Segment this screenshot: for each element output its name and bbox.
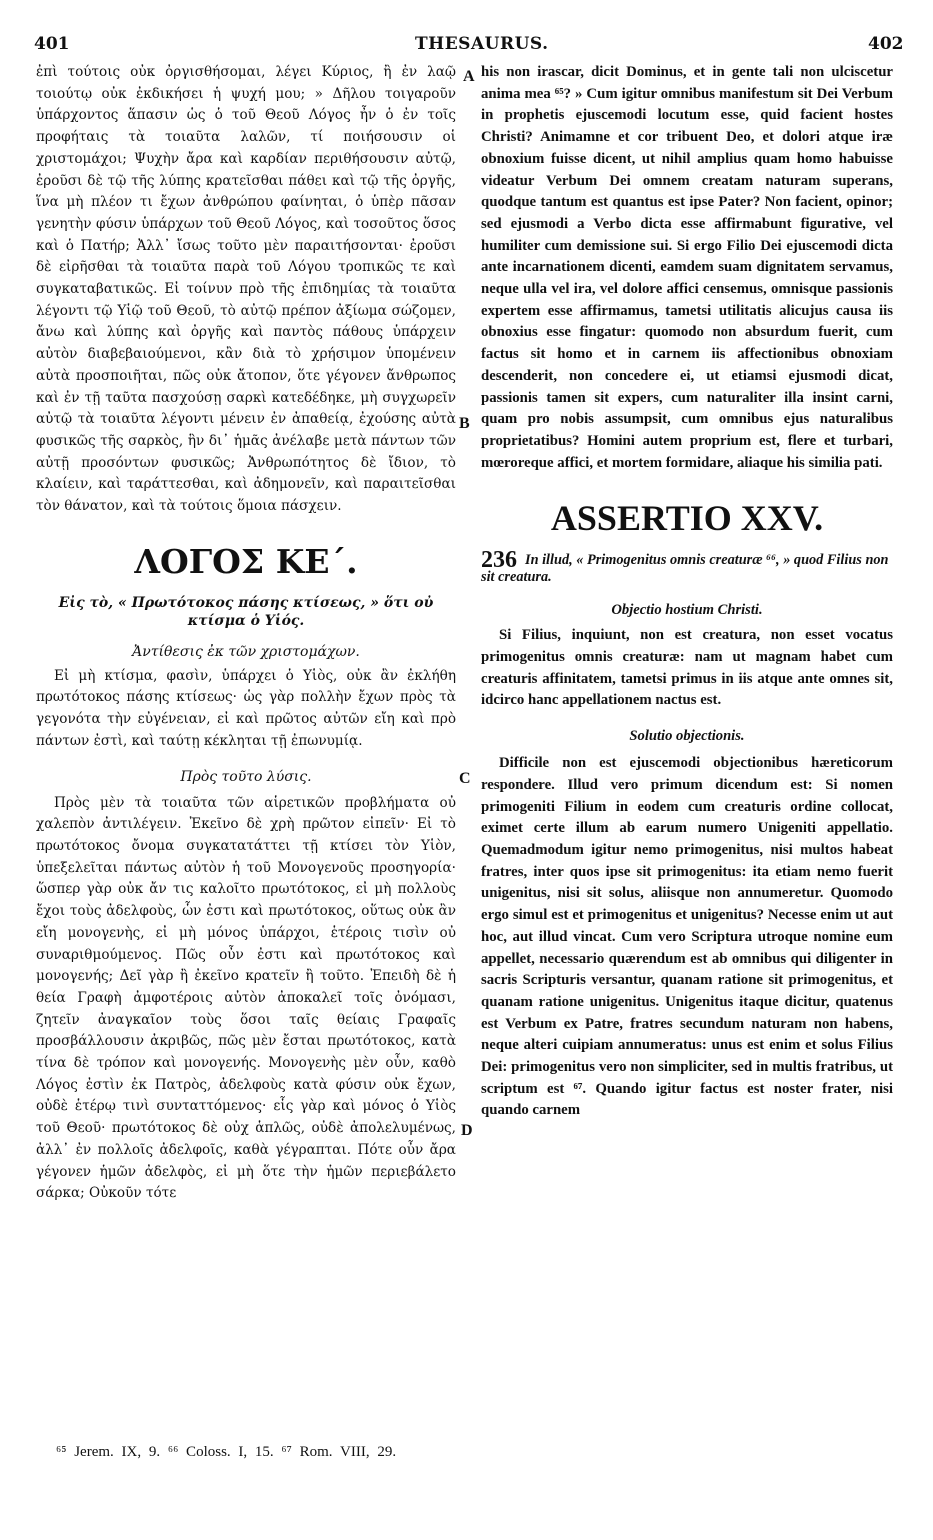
margin-letter-b: B xyxy=(459,415,470,432)
greek-column xyxy=(36,62,456,1205)
footnotes: ⁶⁵ Jerem. IX, 9. ⁶⁶ Coloss. I, 15. ⁶⁷ Rom. VIII, 29. xyxy=(56,1444,397,1460)
latin-heading-solution: Solutio objectionis. xyxy=(629,728,745,745)
margin-letter-d: D xyxy=(461,1122,473,1139)
latin-paragraph-1: his non irascar, dicit Dominus, et in gente tali non ulciscetur anima mea ⁶⁵? » Cum igitur omnibus manifestum sit Dei Verbum in prophetis ejuscemodi locutum esse, quid facient hostes Christi? Animamne et cor tribuent Deo, et dolori atque iræ obnoxium fuisse dicent, ut nihil amplius quam homo habuisse videatur Verbum Dei omnem creatam naturam superans, quodque tantum est quantus est ipse Pater? Non facient, opinor; sed ejusmodi a Verbo dicta esse affirmabunt figurative, vel humiliter cum demissione sui. Si ergo Filio Dei ejuscemodi dicta ante incarnationem dicenti, eamdem suam dignitatem servamus, neque ulla vel ira, vel dolore affici censemus, omnisque passionis expertem esse affirmamus, tametsi utilitatis alicujus causa iis obnoxius esse fingatur: quomodo non absurdum fuerit, cum factus sit homo et in carnem iis affectionibus obnoxiam descenderit, non concedere ei, ut etiamsi ejusmodi dicat, passionis tamen sit expers, cum naturaliter illa insint carni, quam pro nobis assumpsit, cum omnibus ejus naturalibus proprietatibus? Homini autem proprium est, flere et turbari, mœroreque affici, et mortem formidare, aliaque his similia pati. xyxy=(481,64,893,471)
latin-paragraph-3: Difficile non est ejuscemodi objectionibus hæreticorum respondere. Illud vero primum dicendum est: Si nomen primogeniti Filium in eodem cum creaturis ordine collocat, eximet certe illum ab earum numero Unigeniti appellatio. Quemadmodum igitur nemo primogenitus, nisi multos habeat fratres, inter quos ipse sit primogenitus: ita etiam nemo fuerit unigenitus, nisi sit solus, aliisque non annumeretur. Quomodo ergo simul est et primogenitus et unigenitus? Necesse enim ut aut hoc, aut illud vincat. Cum vero Scriptura utroque nomine eum appellet, necessario quærendum est ab omnibus qui diligenter in sacris Scripturis versantur, quanam ratione sit primogenitus, et quanam ratione unigenitus. Unigenitus itaque dicitur, quatenus est Verbum ex Patre, fratres secundum naturam non habens, neque alteri cuipiam annumeratus: unus est enim et solus Filius Dei: primogenitus vero non simpliciter, sed in multis fratribus, ut scriptum est ⁶⁷. Quando igitur factus est noster frater, nisi quando carnem xyxy=(481,755,893,1119)
greek-paragraph-1: ἐπὶ τούτοις οὐκ ὀργισθήσομαι, λέγει Κύριος, ἢ ἐν λαῷ τοιούτῳ οὐκ ἐκδικήσει ἡ ψυχή μου; » Δῆλου τοιγαροῦν ὑπάρχοντος ἅπασιν ὡς ὁ τοῦ Θεοῦ Λόγος ἦν ὁ ἐν τοῖς προφήταις τὰ τοιαῦτα λαλῶν, τί ποιήσουσιν οἱ χριστομάχοι; Ψυχὴν ἄρα καὶ καρδίαν περιθήσουσιν αὐτῷ, ἐροῦσι δὲ τῷ τῆς λύπης κρατεῖσθαι πάθει καὶ τῷ τῆς ὀργῆς, ἵνα μὴ πλέον τι ἔχων ἀνθρώπου φαίνηται, ὁ ὑπὲρ πᾶσαν γενητὴν φύσιν ὑπάρχων τοῦ Θεοῦ Λόγος, καὶ τοσοῦτος ὅσος καὶ ὁ Πατήρ; Ἀλλ᾽ ἴσως τοῦτο μὲν παραιτήσονται· ἐροῦσι δὲ εἰρῆσθαι τὰ τοιαῦτα παρὰ τοῦ Λόγου τροπικῶς τε καὶ συγκαταβατικῶς. Εἰ τοίνυν πρὸ τῆς ἐπιδημίας τὰ τοιαῦτα λέγοντι τῷ Υἱῷ τοῦ Θεοῦ, τὸ αὐτῷ πρέπον ἀξίωμα σώζομεν, ἄνω καὶ λύπης καὶ ὀργῆς καὶ παντὸς πάθους ὑπάρχειν αὐτὸν διαβεβαιούμενοι, κἂν διὰ τὸ χρήσιμον ὑπομένειν αὐτὰ προσποιῆται, πῶς οὐκ ἄτοπον, ὅτε γέγονεν ἄνθρωπος καὶ ἐν τῇ ταῦτα πασχούσῃ σαρκὶ κατεδέδηκε, μὴ συγχωρεῖν αὐτῷ τὰ τοιαῦτα λέγοντι μένειν ἐν ἀπαθείᾳ, ἐχούσης αὐτὰ φυσικῶς τῆς σαρκὸς, ἣν δι᾽ ἡμᾶς ἀνέλαβε μετὰ πάντων τῶν αὐτῇ προσόντων φυσικῶς; Ἀνθρωπότητος δὲ ἴδιον, τὸ κλαίειν, καὶ ταράττεσθαι, καὶ ἀδημονεῖν, καὶ παραιτεῖσθαι τὸν θάνατον, καὶ τὰ τούτοις ὅμοια πάσχειν. xyxy=(36,64,456,515)
greek-section-subtitle: Εἰς τὸ, « Πρωτότοκος πάσης κτίσεως, » ὅτι οὐ κτίσμα ὁ Υἱός. xyxy=(58,594,434,629)
latin-column xyxy=(481,62,893,1122)
margin-letter-c: C xyxy=(459,770,471,787)
latin-section-title: ASSERTIO XXV. xyxy=(550,498,824,539)
margin-letter-a: A xyxy=(463,68,475,85)
greek-section-title: ΛΟΓΟΣ ΚΕ΄. xyxy=(134,541,358,581)
column-number: 236 xyxy=(481,547,517,574)
latin-paragraph-2: Si Filius, inquiunt, non est creatura, non esset vocatus primogenitus omnis creaturæ: nam ut magnam habet cum creaturis affinitatem, tametsi primus in iis atque ante omnes sit, idcirco hanc appellationem nactus est. xyxy=(481,627,893,709)
greek-heading-objection: Ἀντίθεσις ἐκ τῶν χριστομάχων. xyxy=(132,643,360,660)
page-number-right: 402 xyxy=(868,34,904,54)
running-title: THESAURUS. xyxy=(415,34,549,54)
latin-heading-objection: Objectio hostium Christi. xyxy=(611,602,763,619)
greek-heading-solution: Πρὸς τοῦτο λύσις. xyxy=(180,768,312,785)
latin-section-subtitle xyxy=(481,547,893,586)
greek-paragraph-3: Πρὸς μὲν τὰ τοιαῦτα τῶν αἱρετικῶν προβλήματα οὐ χαλεπὸν ἀντιλέγειν. Ἐκεῖνο δὲ χρὴ πρῶτον εἰπεῖν· Εἰ τὸ πρωτότοκος ὄνομα συγκατατάττει τῇ κτίσει τὸν Υἱὸν, ὑπεξελεῖται πάντως αὐτὸν ἡ τοῦ Μονογενοῦς προσηγορία· ὥσπερ γὰρ οὐκ ἄν τις καλοῖτο πρωτότοκος, εἰ μὴ πολλοὺς ἔχοι τοὺς ἀδελφοὺς, ὧν ἐστι καὶ πρωτότοκος, οὕτως οὐκ ἂν εἴη μονογενὴς, εἰ μὴ μόνος ὑπάρχοι, ἑτέροις τισὶν οὐ συναριθμούμενος. Πῶς οὖν ἐστι καὶ πρωτότοκος καὶ μονογενής; Δεῖ γὰρ ἢ ἐκεῖνο κρατεῖν ἢ τοῦτο. Ἐπειδὴ δὲ ἡ θεία Γραφὴ ἀμφοτέροις αὐτὸν ἀποκαλεῖ τοῖς ὀνόμασι, ζητεῖν ἀναγκαῖον τοὺς ὅσοι ταῖς θείαις Γραφαῖς προσβάλλουσιν ἀκριβῶς, πῶς μὲν ἔσται πρωτότοκος, κατὰ τίνα δὲ τρόπον καὶ μονογενής. Μονογενὴς μὲν οὖν, καθὸ Λόγος ἐστὶν ἐκ Πατρὸς, ἀδελφοὺς κατὰ φύσιν οὐκ ἔχων, οὐδὲ ἑτέρῳ τινὶ συνταττόμενος· εἷς γὰρ καὶ μόνος ὁ Υἱὸς τοῦ Θεοῦ· πρωτότοκος δὲ οὐχ ἁπλῶς, οὐδὲ ἀπολελυμένως, ἀλλ᾽ ἐν πολλοῖς ἀδελφοῖς, καθὰ γέγραπται. Πότε οὖν ἄρα γέγονεν ἡμῶν ἀδελφὸς, εἰ μὴ ὅτε τὴν ἡμῶν περιεβάλετο σάρκα; Οὐκοῦν τότε xyxy=(36,794,456,1202)
page-number-left: 401 xyxy=(34,34,70,54)
latin-subtitle-text: In illud, « Primogenitus omnis creaturæ ⁶⁶, » quod Filius non sit creatura. xyxy=(481,552,889,586)
greek-paragraph-2: Εἰ μὴ κτίσμα, φασὶν, ὑπάρχει ὁ Υἱὸς, οὐκ ἂν ἐκλήθη πρωτότοκος πάσης κτίσεως· ὡς γὰρ πολλὴν ἔχων πρὸς τὰ γεγονότα τὴν εὐγένειαν, εἰ καὶ πρῶτος αὐτῶν εἴη καὶ πρὸ πάντων ἐστὶ, καὶ ταύτῃ κέκληται τῇ ἐπωνυμίᾳ. xyxy=(36,667,456,749)
